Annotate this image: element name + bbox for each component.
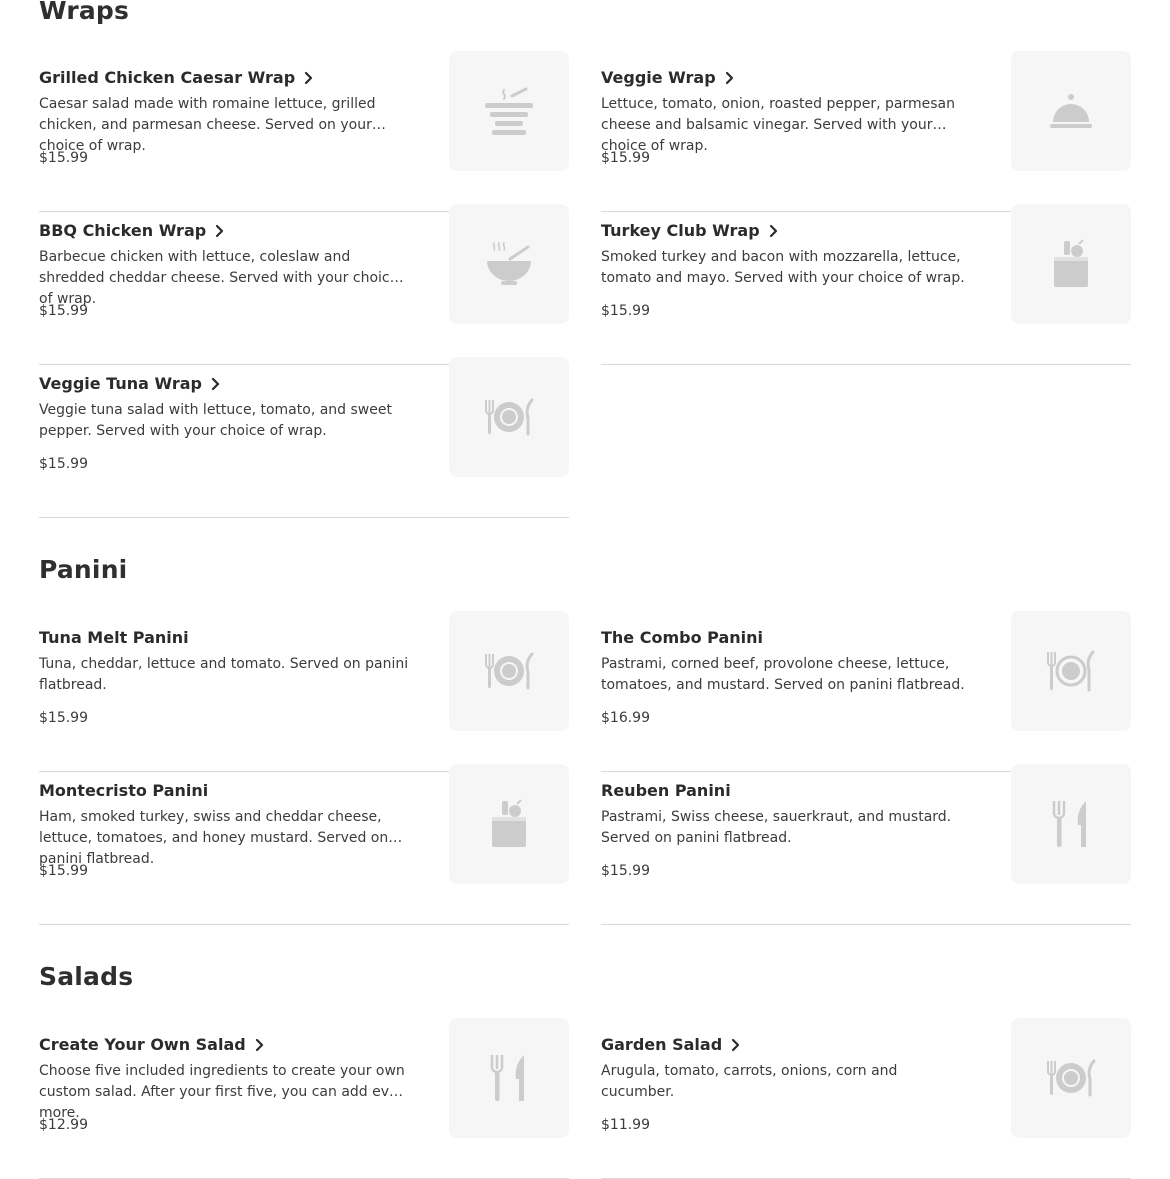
grocery-bag-icon [482, 797, 536, 851]
item-name: Montecristo Panini [39, 781, 209, 800]
fork-knife-icon [1044, 797, 1098, 851]
chevron-right-icon [213, 224, 227, 238]
item-description: Veggie tuna salad with lettuce, tomato, and sweet pepper. Served with your choice of wrap. [39, 402, 392, 439]
item-image [449, 51, 569, 171]
item-description: Pastrami, Swiss cheese, sauerkraut, and mustard. Served on panini flatbread. [601, 809, 952, 846]
item-image [1011, 611, 1131, 731]
item-price: $11.99 [601, 1117, 650, 1133]
item-name: Grilled Chicken Caesar Wrap [39, 68, 296, 87]
menu-item-create-your-own-salad[interactable] [39, 1026, 569, 1179]
menu-item-garden-salad[interactable] [601, 1026, 1131, 1179]
chevron-right-icon [729, 1038, 743, 1052]
plate-cutlery-icon [1044, 644, 1098, 698]
item-image [1011, 204, 1131, 324]
item-image [449, 764, 569, 884]
item-description: Smoked turkey and bacon with mozzarella, lettuce, tomato and mayo. Served with your choice of wrap. [601, 249, 965, 286]
item-name: Veggie Tuna Wrap [39, 374, 202, 393]
soup-bowl-icon [482, 84, 536, 138]
chevron-right-icon [302, 71, 316, 85]
item-image [449, 611, 569, 731]
item-description: Barbecue chicken with lettuce, coleslaw and shredded cheddar cheese. Served with your choice of wrap. [39, 249, 399, 307]
chevron-right-icon [253, 1038, 267, 1052]
menu-item-montecristo-panini[interactable] [39, 772, 569, 925]
item-name: Reuben Panini [601, 781, 731, 800]
item-description: Pastrami, corned beef, provolone cheese, lettuce, tomatoes, and mustard. Served on panini flatbread. [601, 656, 965, 693]
section-title-panini: Panini [39, 555, 128, 584]
item-image [1011, 51, 1131, 171]
noodle-bowl-icon [482, 237, 536, 291]
item-image [449, 204, 569, 324]
item-price: $15.99 [39, 456, 88, 472]
item-price: $15.99 [39, 863, 88, 879]
section-title-wraps: Wraps [39, 0, 130, 25]
item-name: Tuna Melt Panini [39, 628, 189, 647]
item-description: Choose five included ingredients to create your own custom salad. After your first five, you can add even more. [39, 1063, 407, 1121]
grocery-bag-icon [1044, 237, 1098, 291]
chevron-right-icon [767, 224, 781, 238]
menu-item-tuna-melt-panini[interactable] [39, 619, 569, 772]
menu-item-reuben-panini[interactable] [601, 772, 1131, 925]
item-name: Create Your Own Salad [39, 1035, 246, 1054]
item-description: Tuna, cheddar, lettuce and tomato. Served on panini flatbread. [39, 656, 409, 693]
item-price: $15.99 [39, 710, 88, 726]
item-image [1011, 1018, 1131, 1138]
item-price: $12.99 [39, 1117, 88, 1133]
section-title-salads: Salads [39, 962, 134, 991]
plate-cutlery-icon [1044, 1051, 1098, 1105]
item-price: $15.99 [39, 150, 88, 166]
item-image [449, 1018, 569, 1138]
item-image [1011, 764, 1131, 884]
menu-item-veggie-tuna-wrap[interactable] [39, 365, 569, 518]
menu-item-bbq-chicken-wrap[interactable] [39, 212, 569, 365]
item-name: BBQ Chicken Wrap [39, 221, 207, 240]
item-name: Turkey Club Wrap [601, 221, 760, 240]
menu-item-grilled-chicken-caesar-wrap[interactable] [39, 59, 569, 212]
menu-item-the-combo-panini[interactable] [601, 619, 1131, 772]
item-description: Caesar salad made with romaine lettuce, grilled chicken, and parmesan cheese. Served on your choice of wrap. [39, 96, 376, 154]
item-price: $15.99 [601, 150, 650, 166]
item-description: Lettuce, tomato, onion, roasted pepper, parmesan cheese and balsamic vinegar. Served with your choice of wrap. [601, 96, 955, 154]
plate-cutlery-icon [482, 644, 536, 698]
plate-cutlery-icon [482, 390, 536, 444]
item-price: $15.99 [39, 303, 88, 319]
item-name: The Combo Panini [601, 628, 763, 647]
item-price: $16.99 [601, 710, 650, 726]
chevron-right-icon [209, 377, 223, 391]
item-description: Arugula, tomato, carrots, onions, corn and cucumber. [601, 1063, 898, 1100]
cloche-icon [1044, 84, 1098, 138]
menu-item-veggie-wrap[interactable] [601, 59, 1131, 212]
item-price: $15.99 [601, 863, 650, 879]
item-description: Ham, smoked turkey, swiss and cheddar cheese, lettuce, tomatoes, and honey mustard. Served on panini flatbread. [39, 809, 389, 867]
item-name: Veggie Wrap [601, 68, 716, 87]
item-name: Garden Salad [601, 1035, 723, 1054]
item-image [449, 357, 569, 477]
fork-knife-icon [482, 1051, 536, 1105]
item-price: $15.99 [601, 303, 650, 319]
menu-item-turkey-club-wrap[interactable] [601, 212, 1131, 365]
chevron-right-icon [723, 71, 737, 85]
